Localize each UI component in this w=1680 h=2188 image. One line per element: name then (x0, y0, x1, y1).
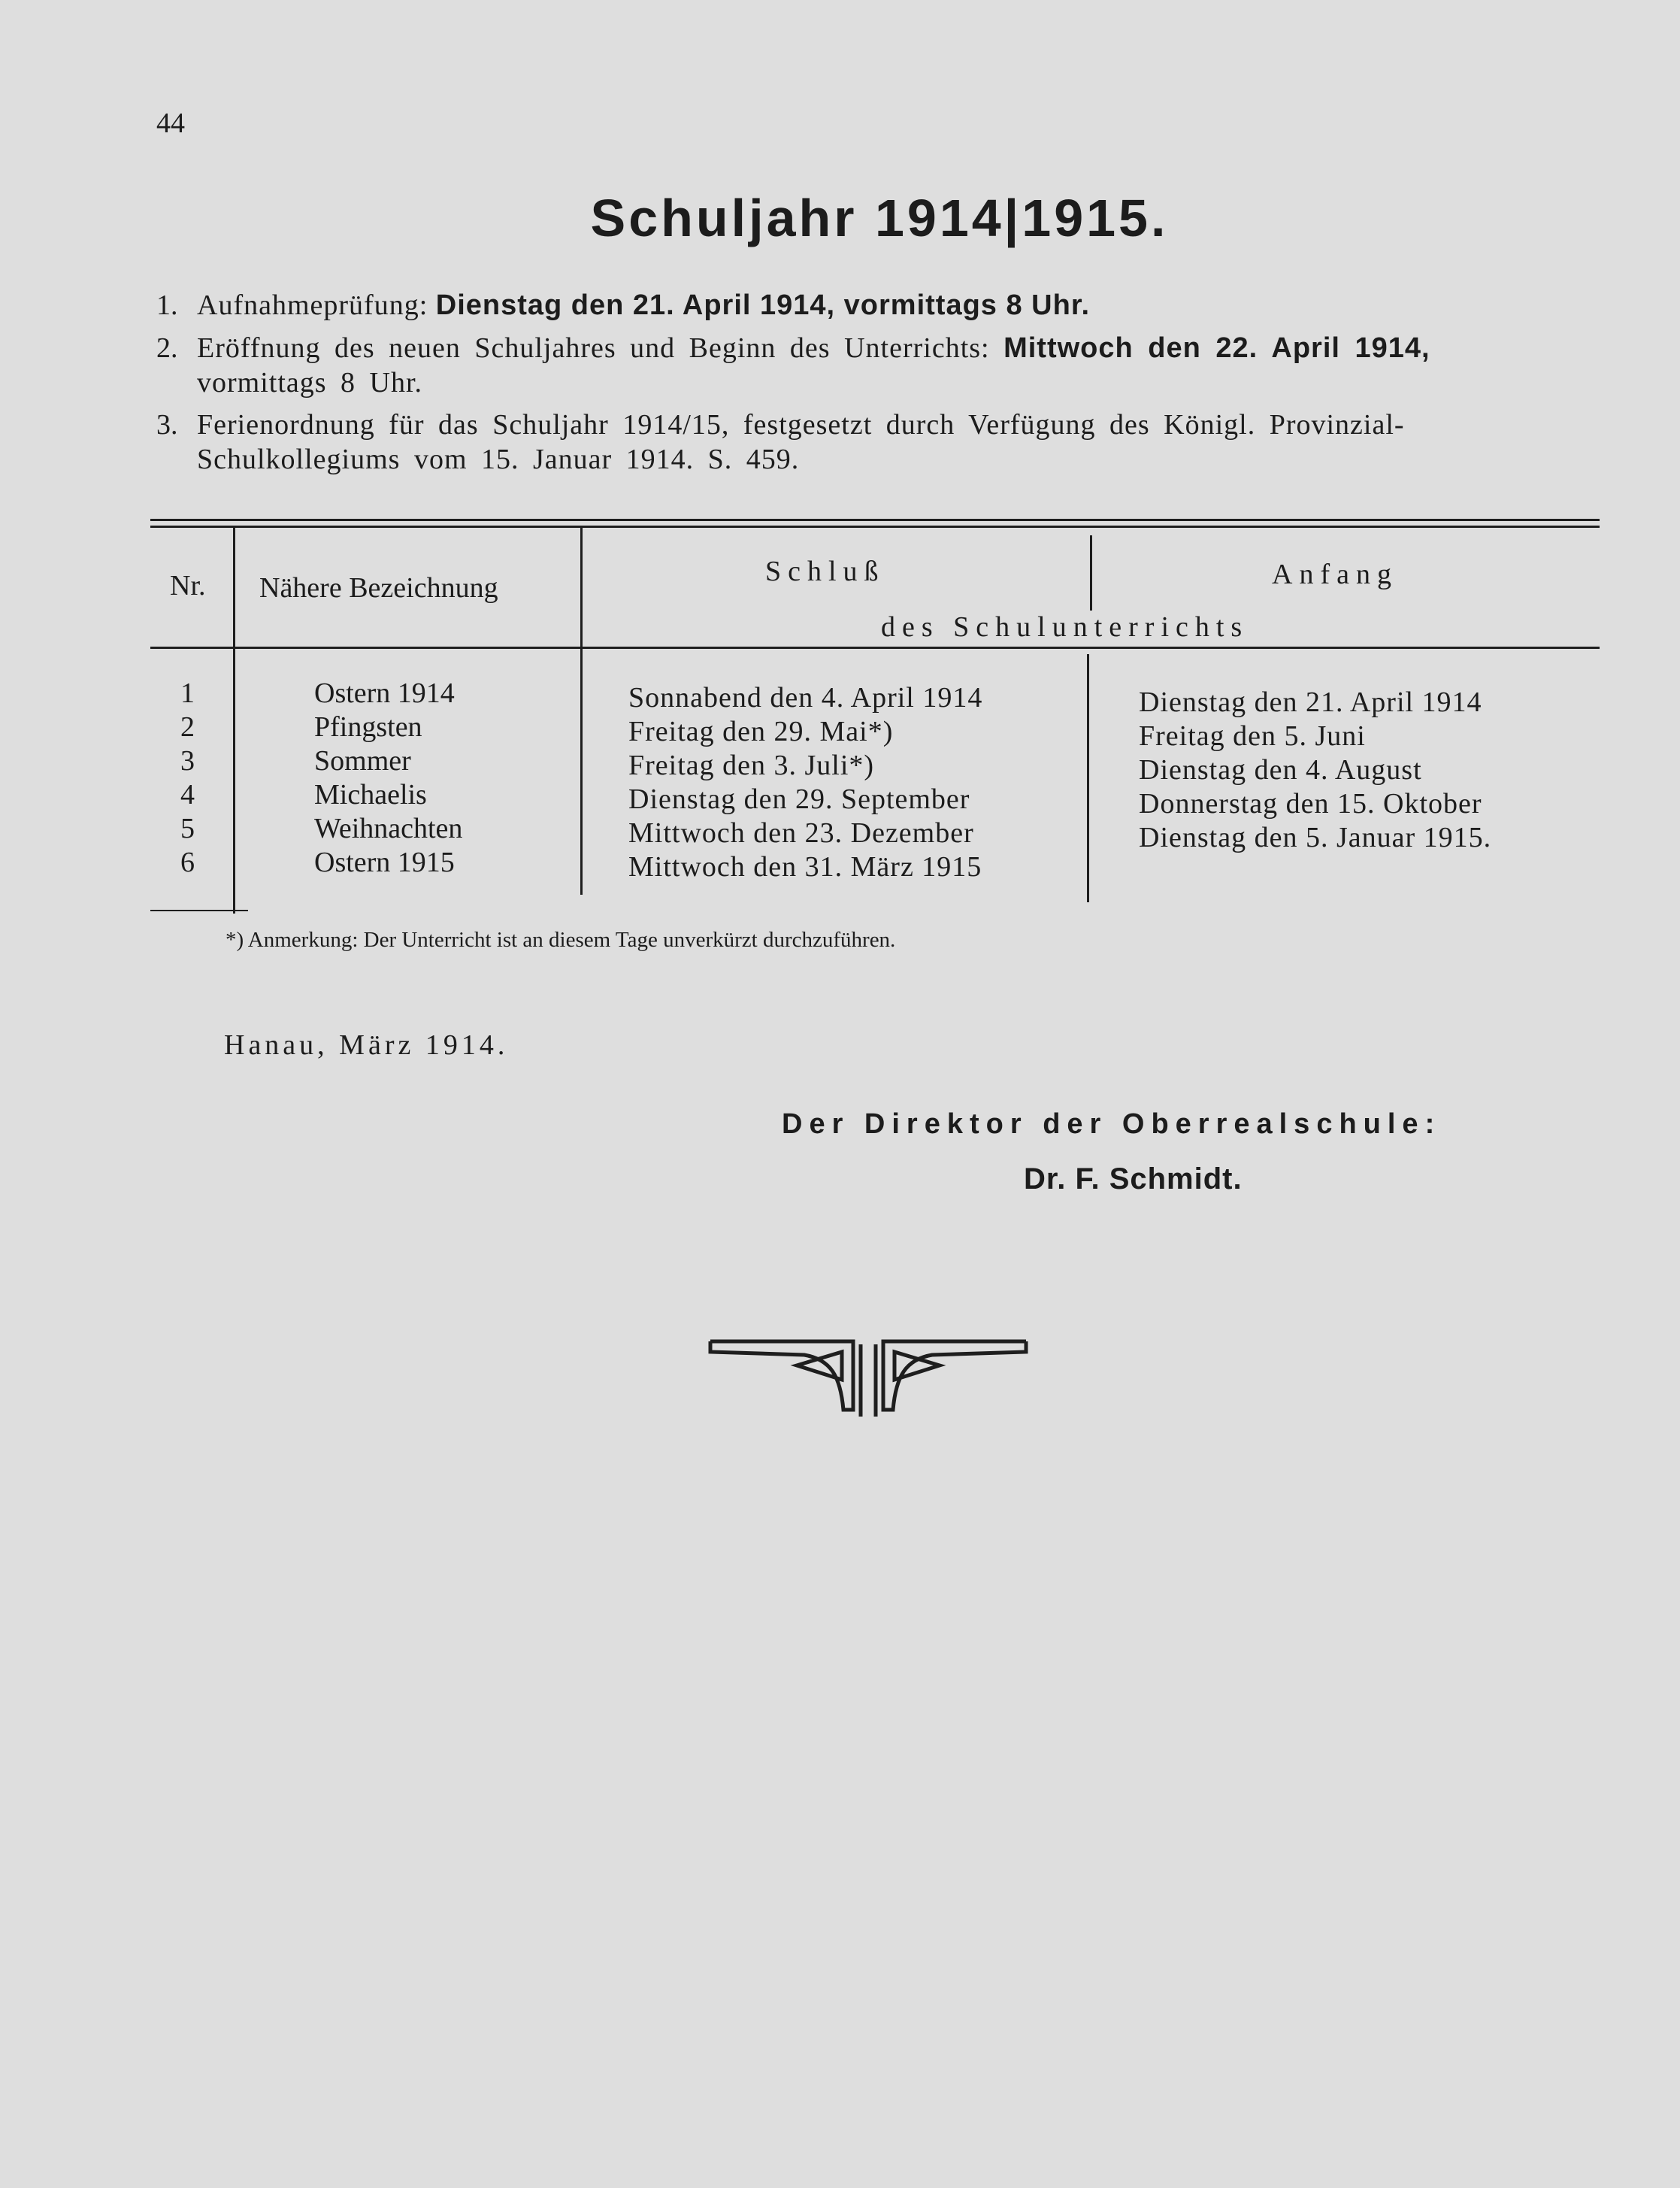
page-number: 44 (156, 108, 185, 139)
footnote-rule (150, 910, 248, 911)
item-bold-text: Dienstag den 21. April 1914, vormittags 8 Uhr. (435, 289, 1091, 321)
list-item (156, 288, 1600, 323)
table-top-rule (150, 519, 1600, 521)
table-cell: Sonnabend den 4. April 1914 (628, 682, 983, 714)
table-cell: 6 (180, 847, 195, 878)
column-anfang (1139, 686, 1491, 855)
ornament (707, 1338, 1030, 1421)
column-nr (180, 677, 195, 880)
table-cell: 4 (180, 779, 195, 811)
table-cell: Dienstag den 29. September (628, 783, 970, 815)
item-text-continued: vormittags 8 Uhr. (197, 367, 423, 399)
item-text: Ferienordnung für das Schuljahr 1914/15, festgesetzt durch Verfügung des Königl. Provinzial-Schulkollegiums vom 15. Januar 1914. S. 459. (197, 409, 1405, 475)
column-divider (233, 526, 235, 914)
item-bold-text: Mittwoch den 22. April 1914, (1003, 332, 1430, 364)
table-cell: Mittwoch den 23. Dezember (628, 817, 974, 849)
table-cell: Freitag den 5. Juni (1139, 720, 1366, 752)
table-cell: Sommer (314, 745, 411, 777)
item-number: 1. (156, 289, 178, 321)
column-header-schluss: Schluß (765, 556, 885, 587)
table-cell: 1 (180, 677, 195, 709)
table-cell: Freitag den 29. Mai*) (628, 716, 894, 747)
table-cell: Dienstag den 21. April 1914 (1139, 686, 1482, 718)
column-divider (1087, 654, 1089, 902)
table-cell: Weihnachten (314, 813, 463, 844)
table-cell: Ostern 1915 (314, 847, 455, 878)
list-item (156, 408, 1600, 477)
list-item (156, 331, 1600, 400)
column-subheader: des Schulunterrichts (881, 611, 1249, 643)
column-divider (580, 526, 583, 895)
table-cell: Dienstag den 5. Januar 1915. (1139, 822, 1492, 853)
table-cell: 3 (180, 745, 195, 777)
table-cell: Dienstag den 4. August (1139, 754, 1422, 786)
table-cell: 5 (180, 813, 195, 844)
item-number: 3. (156, 409, 178, 441)
page-title: Schuljahr 1914|1915. (590, 189, 1169, 247)
column-header-bezeichnung: Nähere Bezeichnung (259, 572, 498, 604)
column-header-anfang: Anfang (1272, 559, 1398, 590)
table-cell: Ostern 1914 (314, 677, 455, 709)
table-cell: Michaelis (314, 779, 427, 811)
table-header-rule (150, 647, 1600, 649)
item-number: 2. (156, 332, 178, 364)
table-cell: Mittwoch den 31. März 1915 (628, 851, 982, 883)
footnote: *) Anmerkung: Der Unterricht ist an diesem Tage unverkürzt durchzuführen. (226, 928, 896, 952)
column-divider (1090, 535, 1092, 611)
place-date: Hanau, März 1914. (224, 1029, 509, 1061)
signature-name: Dr. F. Schmidt. (1024, 1162, 1243, 1196)
column-header-nr: Nr. (170, 570, 206, 602)
table-cell: Pfingsten (314, 711, 422, 743)
table-cell: Freitag den 3. Juli*) (628, 750, 875, 781)
item-text: Eröffnung des neuen Schuljahres und Beginn des Unterrichts: (197, 332, 990, 364)
table-cell: Donnerstag den 15. Oktober (1139, 788, 1482, 820)
item-text: Aufnahmeprüfung: (197, 289, 428, 321)
table-cell: 2 (180, 711, 195, 743)
column-bezeichnung (314, 677, 462, 880)
signature-role: Der Direktor der Oberrealschule: (782, 1108, 1442, 1140)
table-top-rule-double (150, 526, 1600, 528)
column-schluss (628, 681, 982, 884)
